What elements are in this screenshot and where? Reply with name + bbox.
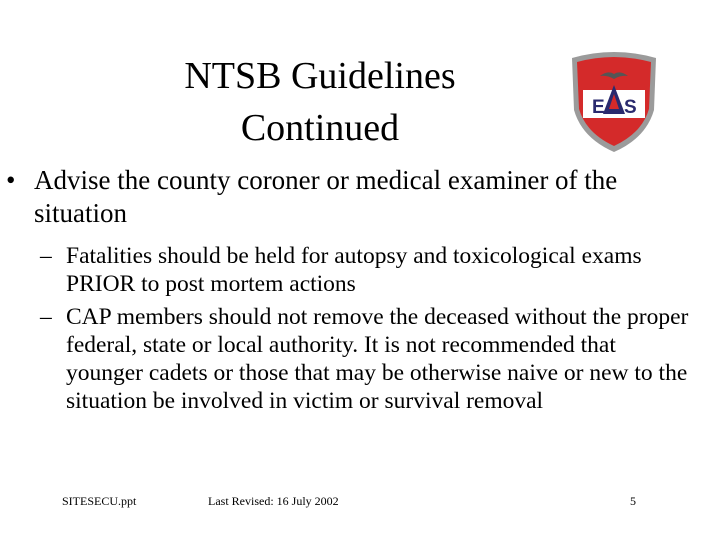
title-line-2: Continued [240,107,400,149]
footer-page-number: 5 [630,494,636,508]
sub-bullet-text: CAP members should not remove the deceased without the proper federal, state or local authority. It is not recommended that younger cadets or those that may be otherwise naive or new to the situation be involved in victim or survival removal [66,304,689,414]
title-line-1: NTSB Guidelines [184,55,456,97]
footer-revised: Last Revised: 16 July 2002 [208,494,339,508]
dash-glyph: – [40,243,52,269]
slide-title [110,50,530,154]
dash-glyph: – [40,304,52,330]
bullet-item [0,164,684,230]
logo-letter-right: S [624,97,637,118]
sub-bullet-text: Fatalities should be held for autopsy and toxicological exams PRIOR to post mortem actions [66,243,642,297]
sub-bullet-item [0,303,696,415]
emergency-services-shield-logo-icon [566,48,662,154]
bullet-text: Advise the county coroner or medical examiner of the situation [34,165,618,228]
logo-letter-left: E [592,97,605,118]
bullet-glyph: • [6,165,16,195]
sub-bullet-item [0,242,696,298]
bullet-list [0,164,720,415]
footer-filename: SITESECU.ppt [62,494,137,508]
